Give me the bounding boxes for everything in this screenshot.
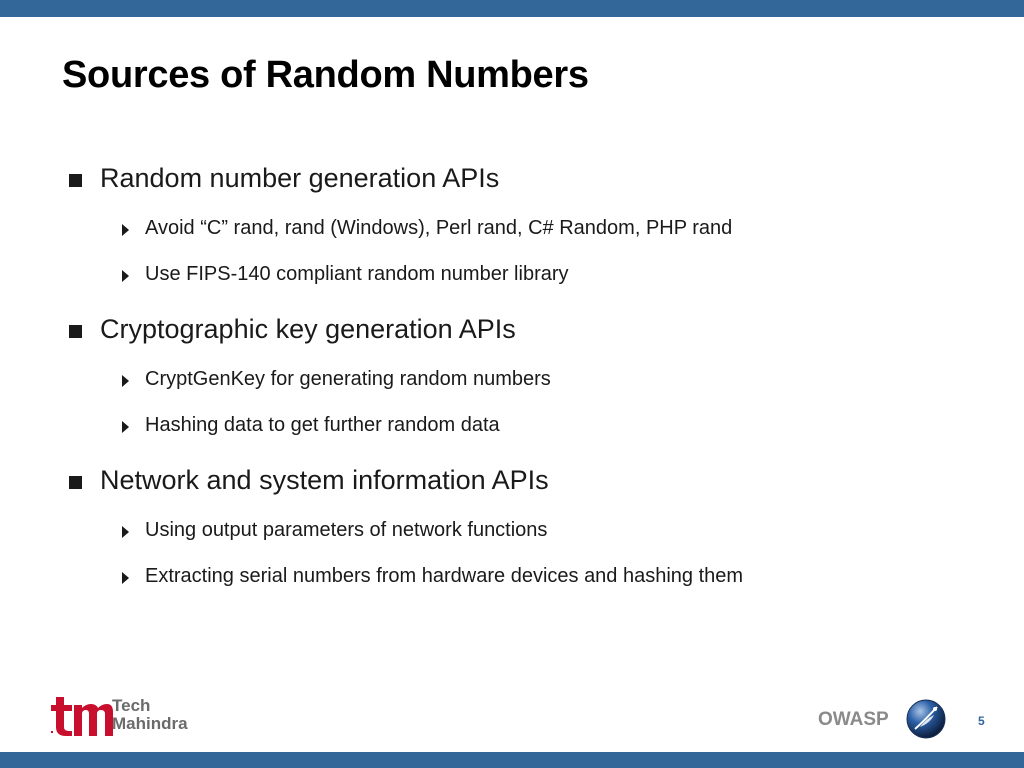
sub-bullet-item: Avoid “C” rand, rand (Windows), Perl rand, C# Random, PHP rand	[145, 217, 733, 239]
sub-bullet-item: Use FIPS-140 compliant random number library	[145, 263, 569, 285]
square-bullet-icon	[69, 325, 82, 338]
square-bullet-icon	[69, 476, 82, 489]
triangle-bullet-icon	[122, 572, 129, 584]
triangle-bullet-icon	[122, 224, 129, 236]
logo-text-tech: Tech	[112, 696, 151, 715]
sub-bullet-item: CryptGenKey for generating random numbers	[145, 368, 551, 390]
owasp-label: OWASP	[818, 709, 889, 730]
sub-bullet-item: Extracting serial numbers from hardware devices and hashing them	[145, 565, 744, 587]
bullet-item: Cryptographic key generation APIs	[100, 314, 516, 344]
triangle-bullet-icon	[122, 526, 129, 538]
bullet-item: Network and system information APIs	[100, 465, 549, 495]
sub-bullet-item: Hashing data to get further random data	[145, 414, 500, 436]
top-bar	[0, 0, 1024, 17]
page-number: 5	[978, 714, 985, 728]
bullet-item: Random number generation APIs	[100, 163, 500, 193]
logo-text-mahindra: Mahindra	[112, 714, 188, 733]
owasp-logo-icon	[906, 699, 946, 739]
slide-title: Sources of Random Numbers	[62, 54, 589, 96]
square-bullet-icon	[69, 174, 82, 187]
triangle-bullet-icon	[122, 375, 129, 387]
triangle-bullet-icon	[122, 270, 129, 282]
bottom-bar	[0, 752, 1024, 768]
sub-bullet-item: Using output parameters of network functions	[145, 519, 548, 541]
triangle-bullet-icon	[122, 421, 129, 433]
